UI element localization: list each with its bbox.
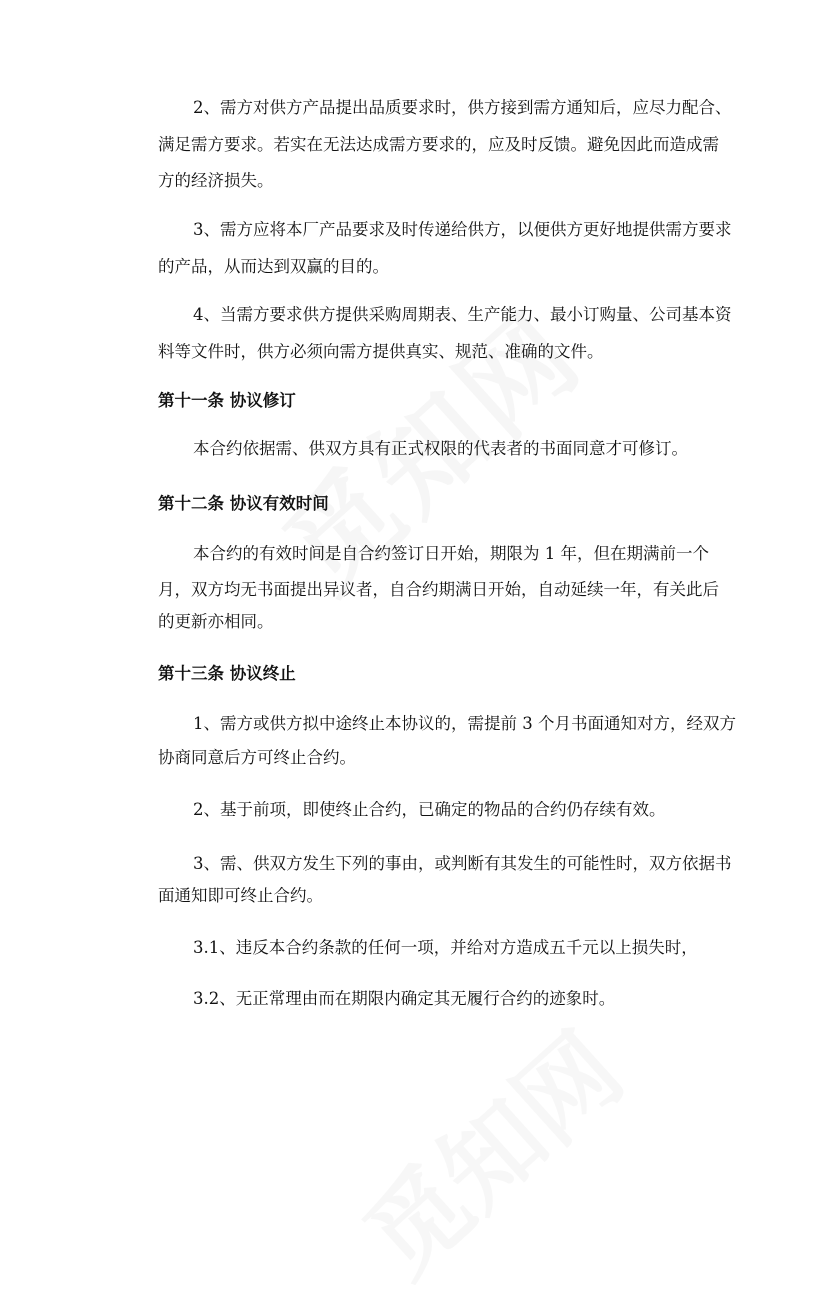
para-2-line-2: 满足需方要求。若实在无法达成需方要求的，应及时反馈。避免因此而造成需 [158, 135, 719, 154]
para-2-line-1: 2、需方对供方产品提出品质要求时，供方接到需方通知后，应尽力配合、 [193, 98, 732, 117]
article-13-item-1-line-1: 1、需方或供方拟中途终止本协议的，需提前 3 个月书面通知对方，经双方 [193, 714, 736, 733]
article-12-line-2: 月，双方均无书面提出异议者，自合约期满日开始，自动延续一年，有关此后 [158, 580, 719, 599]
heading-article-13: 第十三条 协议终止 [158, 664, 296, 683]
article-13-item-2: 2、基于前项，即使终止合约，已确定的物品的合约仍存续有效。 [193, 800, 666, 819]
article-13-item-3-2: 3.2、无正常理由而在期限内确定其无履行合约的迹象时。 [193, 989, 616, 1008]
para-4-line-2: 料等文件时，供方必须向需方提供真实、规范、准确的文件。 [158, 342, 604, 361]
para-2-line-3: 方的经济损失。 [158, 171, 274, 190]
article-13-item-1-line-2: 协商同意后方可终止合约。 [158, 748, 356, 767]
para-4-line-1: 4、当需方要求供方提供采购周期表、生产能力、最小订购量、公司基本资 [193, 305, 732, 324]
heading-article-12: 第十二条 协议有效时间 [158, 494, 329, 513]
article-13-item-3-1: 3.1、违反本合约条款的任何一项，并给对方造成五千元以上损失时， [193, 938, 698, 957]
article-12-line-1: 本合约的有效时间是自合约签订日开始，期限为 1 年，但在期满前一个 [193, 544, 709, 563]
watermark-bottom [328, 995, 631, 1285]
article-11-text: 本合约依据需、供双方具有正式权限的代表者的书面同意才可修订。 [193, 439, 688, 458]
article-13-item-3-line-1: 3、需、供双方发生下列的事由，或判断有其发生的可能性时，双方依据书 [193, 854, 732, 873]
article-12-line-3: 的更新亦相同。 [158, 612, 274, 631]
para-3-line-1: 3、需方应将本厂产品要求及时传递给供方，以便供方更好地提供需方要求 [193, 220, 732, 239]
article-13-item-3-line-2: 面通知即可终止合约。 [158, 886, 323, 905]
para-3-line-2: 的产品，从而达到双赢的目的。 [158, 257, 389, 276]
heading-article-11: 第十一条 协议修订 [158, 391, 296, 410]
